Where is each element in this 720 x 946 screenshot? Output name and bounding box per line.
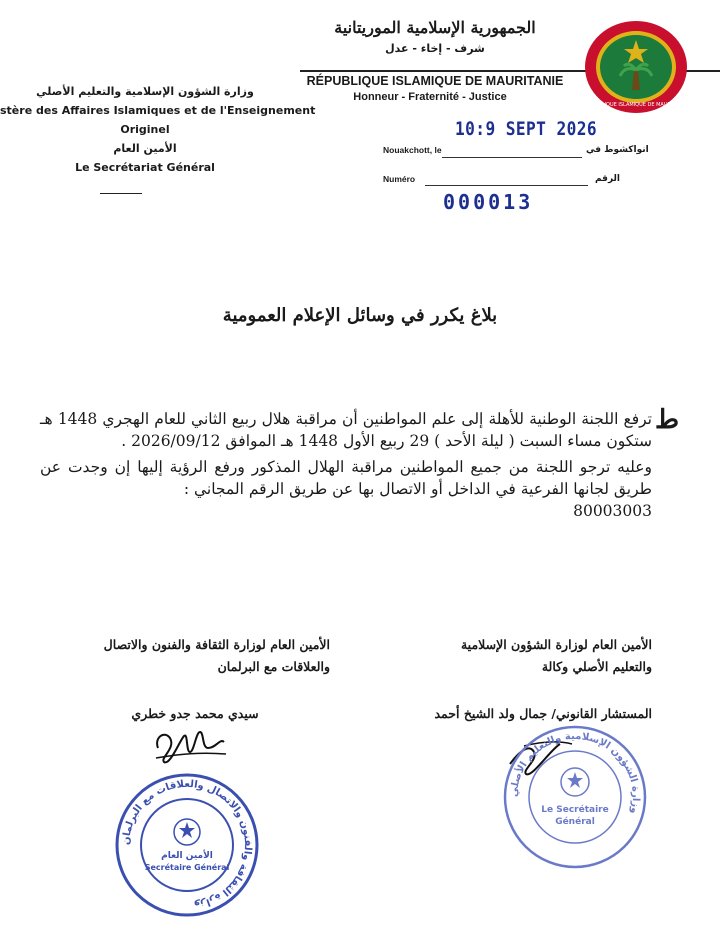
body-phone: 80003003 <box>573 502 652 520</box>
stamp-right-center-fr1: Le Secrétaire <box>541 805 609 815</box>
stamp-left-ring: وزارة الثقافة والفنون والاتصال والعلاقات مع البرلمان <box>120 778 254 911</box>
national-seal-icon <box>582 18 690 116</box>
stamp-left-icon <box>112 770 262 920</box>
ministry-ar-name: وزارة الشؤون الإسلامية والتعليم الأصلي <box>36 85 254 98</box>
header-ar-republic: الجمهورية الإسلامية الموريتانية <box>334 18 536 37</box>
signatory-right-name: المستشار القانوني/ جمال ولد الشيخ أحمد <box>434 706 652 721</box>
body-paragraph-2: وعليه ترجو اللجنة من جميع المواطنين مراقبة الهلال المذكور ورفع الرؤية إليها إن وجدت عن طريق لجانها الفرعية في الداخل أو الاتصال بها عن طريق الرقم المجاني : <box>40 458 652 498</box>
signatory-left-name: سيدي محمد جدو خطري <box>131 706 259 721</box>
stamp-left-center-ar: الأمين العام <box>161 851 213 861</box>
ministry-ar-secretary: الأمين العام <box>113 142 177 155</box>
date-line <box>442 157 582 158</box>
ministry-fr-name: stère des Affaires Islamiques et de l'Enseignement <box>0 104 316 117</box>
header-fr-republic: RÉPUBLIQUE ISLAMIQUE DE MAURITANIE <box>306 74 564 88</box>
signatory-right <box>390 634 652 678</box>
ministry-divider <box>100 193 142 194</box>
header-ar-motto: شرف - إخاء - عدل <box>385 42 485 55</box>
signatory-left-line1: الأمين العام لوزارة الثقافة والفنون والاتصال <box>103 637 330 652</box>
place-label-ar: انواكشوط في <box>586 145 649 155</box>
stamp-right-ring: وزارة الشؤون الإسلامية والتعليم الأصلي <box>508 730 642 815</box>
seal-text: RÉPUBLIQUE ISLAMIQUE DE MAURITANIE <box>585 102 687 108</box>
signatory-left-line2: والعلاقات مع البرلمان <box>217 659 330 674</box>
number-stamp: 000013 <box>443 190 534 214</box>
ministry-fr-secretary: Le Secrétariat Général <box>75 161 215 174</box>
date-stamp: 10:9 SEPT 2026 <box>455 118 598 140</box>
signature-left-icon <box>150 718 230 768</box>
document-title: بلاغ يكرر في وسائل الإعلام العمومية <box>222 305 498 326</box>
stamp-right-center-fr2: Général <box>555 817 595 827</box>
ministry-block <box>0 82 316 177</box>
ministry-fr-name2: Originel <box>120 123 170 136</box>
signatory-right-line1: الأمين العام لوزارة الشؤون الإسلامية <box>460 637 652 652</box>
signatory-right-line2: والتعليم الأصلي وكالة <box>541 659 652 674</box>
header-fr-motto: Honneur - Fraternité - Justice <box>353 91 507 103</box>
number-label-ar: الرقم <box>595 174 621 184</box>
stamp-right-icon <box>500 722 650 872</box>
stamp-left-center-fr: Secrétaire Général <box>144 863 230 872</box>
place-label-fr: Nouakchott, le <box>383 145 442 155</box>
signatory-left <box>68 634 330 678</box>
body-paragraph-1: ترفع اللجنة الوطنية للأهلة إلى علم المواطنين أن مراقبة هلال ربيع الثاني للعام الهجري 1448 هـ ستكون مساء السبت ( ليلة الأحد ) 29 ربيع الأول 1448 هـ الموافق 2026/09/12 . <box>40 410 652 450</box>
number-label-fr: Numéro <box>383 174 416 184</box>
margin-mark: ط <box>655 405 680 435</box>
number-line <box>425 185 588 186</box>
document-body <box>40 408 652 526</box>
